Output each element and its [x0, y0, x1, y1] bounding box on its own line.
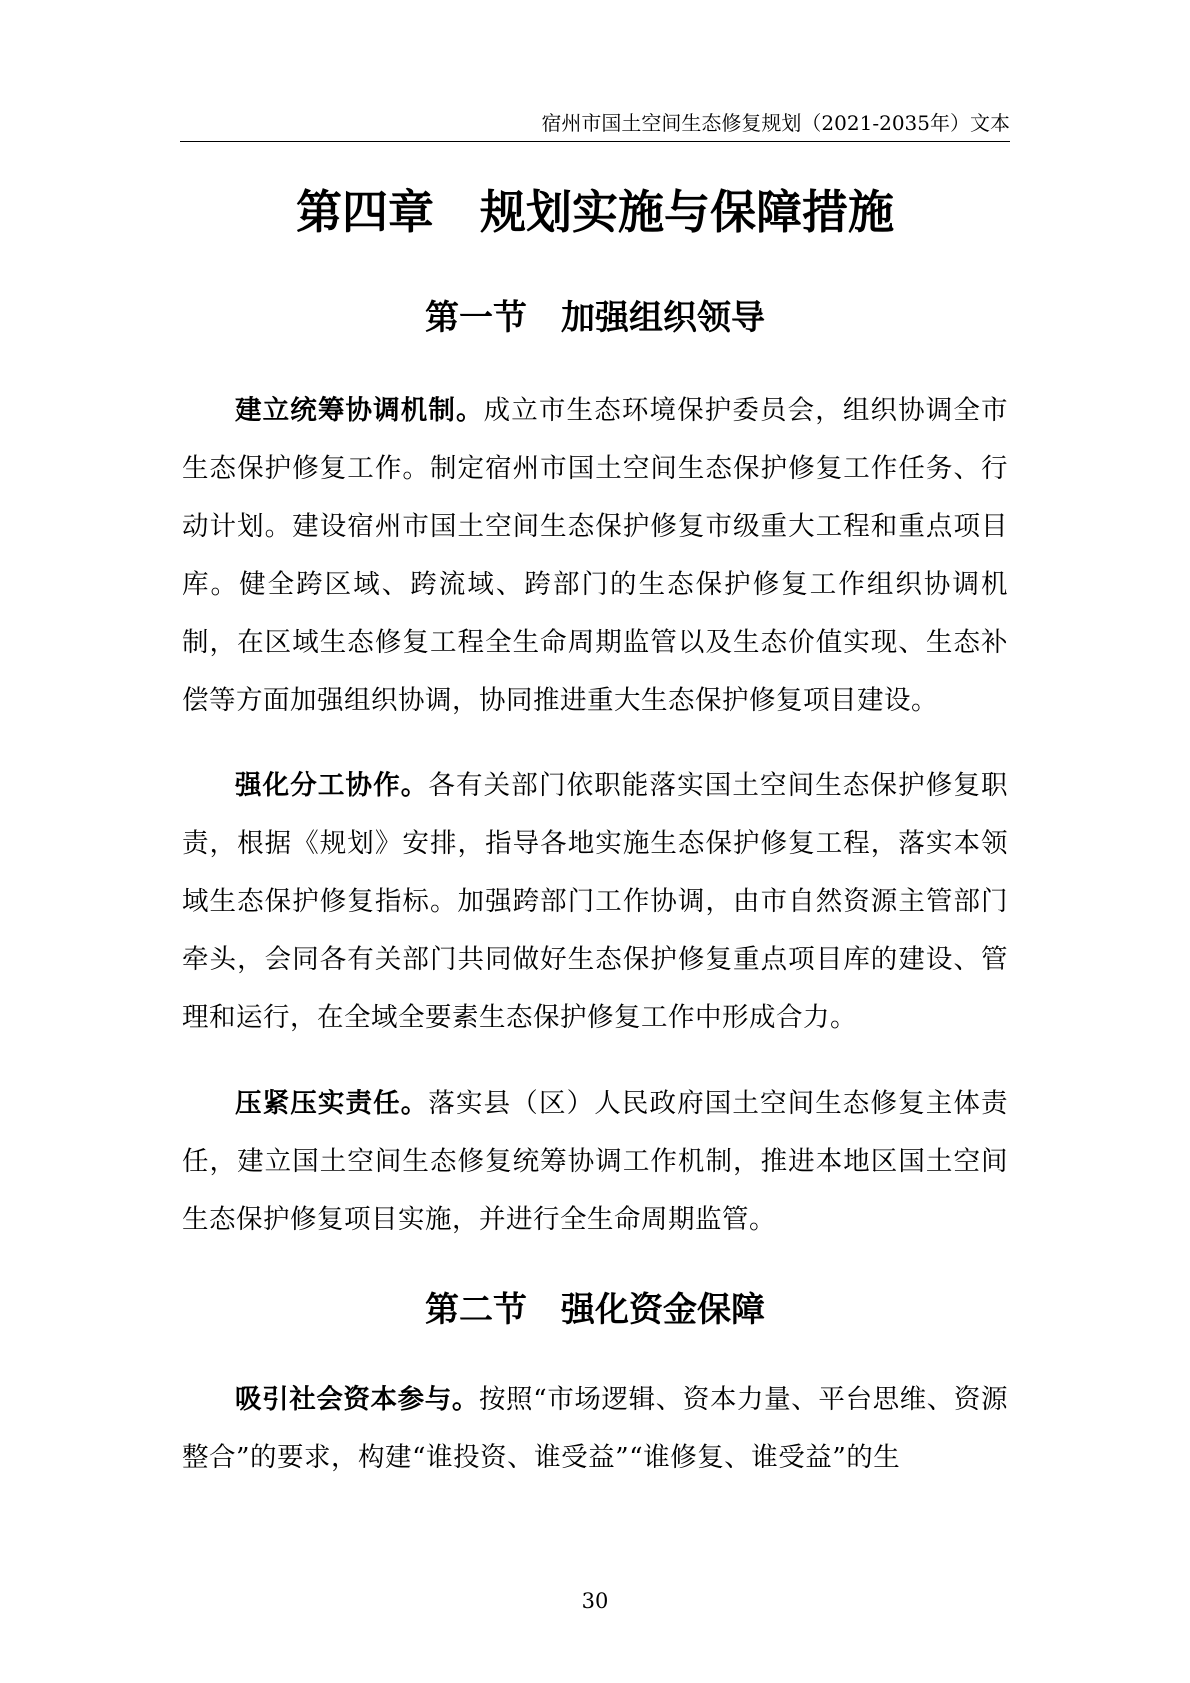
- paragraph-responsibility: [182, 1075, 1008, 1249]
- paragraph-division-of-labor: [182, 757, 1008, 1047]
- paragraph-body: 成立市生态环境保护委员会，组织协调全市生态保护修复工作。制定宿州市国土空间生态保护修复工作任务、行动计划。建设宿州市国土空间生态保护修复市级重大工程和重点项目库。健全跨区域、跨流域、跨部门的生态保护修复工作组织协调机制，在区域生态修复工程全生命周期监管以及生态价值实现、生态补偿等方面加强组织协调，协同推进重大生态保护修复项目建设。: [182, 395, 1009, 716]
- header-rule: [180, 141, 1010, 142]
- running-header: 宿州市国土空间生态修复规划（2021-2035年）文本: [541, 111, 1010, 135]
- paragraph-coordination-mechanism: [182, 382, 1008, 730]
- paragraph-social-capital: [182, 1371, 1008, 1487]
- section-title-2: 第二节 强化资金保障: [425, 1290, 765, 1330]
- paragraph-lead: 强化分工协作。: [235, 770, 429, 801]
- paragraph-lead: 吸引社会资本参与。: [235, 1384, 479, 1415]
- chapter-title: 第四章 规划实施与保障措施: [296, 185, 894, 239]
- paragraph-body: 按照“市场逻辑、资本力量、平台思维、资源整合”的要求，构建“谁投资、谁受益”“谁修复、谁受益”的生: [182, 1384, 1008, 1473]
- section-title-1: 第一节 加强组织领导: [425, 298, 765, 338]
- paragraph-lead: 压紧压实责任。: [235, 1088, 429, 1119]
- page-number: 30: [581, 1589, 609, 1613]
- paragraph-body: 各有关部门依职能落实国土空间生态保护修复职责，根据《规划》安排，指导各地实施生态保护修复工程，落实本领域生态保护修复指标。加强跨部门工作协调，由市自然资源主管部门牵头，会同各有关部门共同做好生态保护修复重点项目库的建设、管理和运行，在全域全要素生态保护修复工作中形成合力。: [182, 770, 1009, 1033]
- paragraph-lead: 建立统筹协调机制。: [235, 395, 484, 426]
- paragraph-body: 落实县（区）人民政府国土空间生态修复主体责任，建立国土空间生态修复统筹协调工作机制，推进本地区国土空间生态保护修复项目实施，并进行全生命周期监管。: [182, 1088, 1009, 1235]
